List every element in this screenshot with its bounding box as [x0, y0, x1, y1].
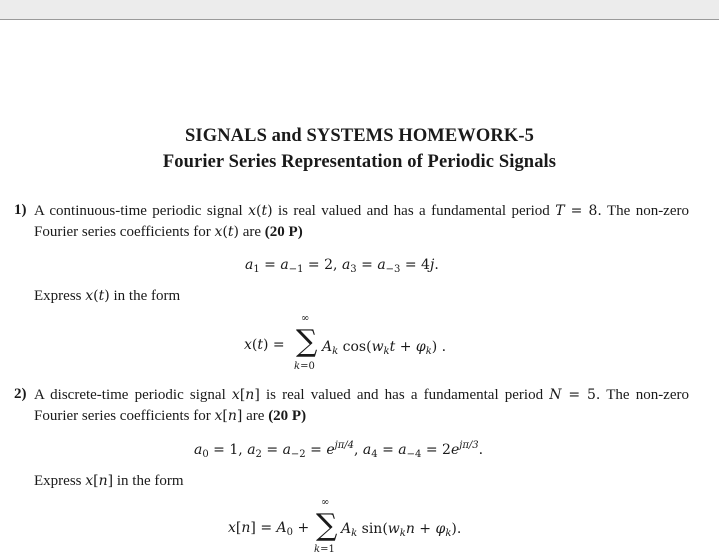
document-page — [0, 21, 719, 558]
q1-coefficients-equation: $a_1 = a_{-1} = 2$, $a_3 = a_{-3} = 4j$. — [245, 257, 439, 275]
q2-coefficients-equation: $a_0 = 1$, $a_2 = a_{-2} = e^{j\pi/4}$, $a_4 = a_{-4} = 2e^{j\pi/3}$. — [194, 440, 484, 460]
q2-sum-upper-limit: ∞ — [321, 497, 330, 508]
q2-sum-lower-limit: k=1 — [314, 544, 335, 555]
q1-express-text: Express x(t) in the form — [34, 288, 181, 304]
q1-sum-upper-limit: ∞ — [301, 313, 310, 324]
viewer-top-bar — [0, 0, 719, 20]
q2-text: A discrete-time periodic signal x[n] is real valued and has a fundamental period N = 5. The non-zero Fourier series coefficients for x[n] are (20 P) — [34, 387, 689, 424]
homework-title: SIGNALS and SYSTEMS HOMEWORK-5 — [185, 126, 534, 146]
q1-summation-sign: ∑ — [296, 324, 318, 359]
q1-form-rhs: $A_k$ $\cos(w_kt + \varphi_k)$ . — [322, 339, 447, 357]
homework-subtitle: Fourier Series Representation of Periodic Signals — [162, 152, 557, 172]
q2-express-text: Express x[n] in the form — [34, 473, 184, 489]
q2-summation-sign: ∑ — [316, 508, 338, 543]
q1-sum-lower-limit: k=0 — [294, 361, 315, 372]
q2-number: 2) — [14, 386, 27, 402]
q1-form-lhs: x(t) = — [244, 337, 285, 353]
q2-form-rhs: $A_k$ $\sin(w_kn + \varphi_k)$. — [341, 521, 462, 539]
q2-form-lhs: $x[n] = A_0$ + — [228, 520, 310, 538]
q1-number: 1) — [14, 202, 27, 218]
q1-text: A continuous-time periodic signal x(t) is real valued and has a fundamental period T = 8. The non-zero Fourier series coefficients for x(t) are (20 P) — [34, 203, 689, 240]
